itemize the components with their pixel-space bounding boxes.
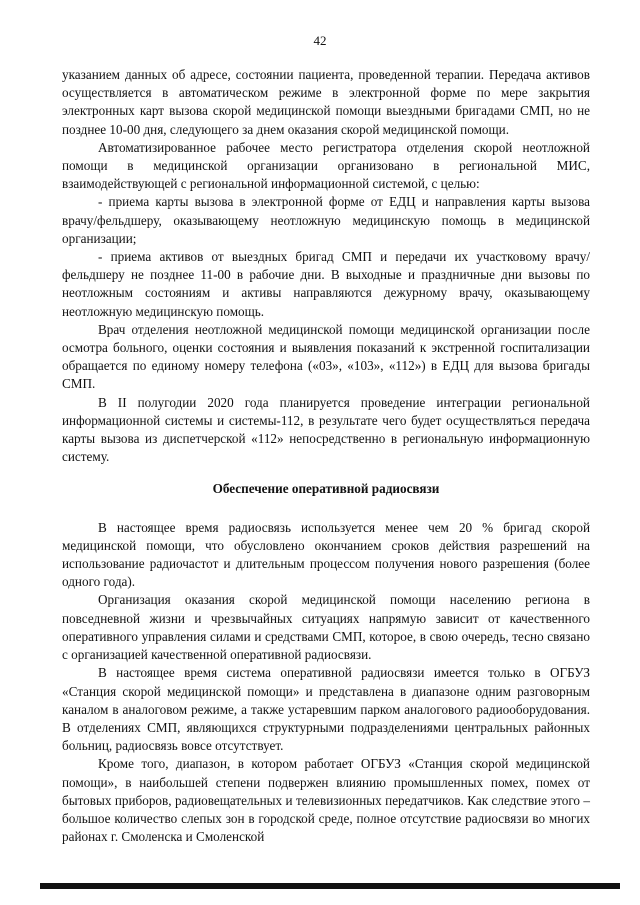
- paragraph-radio-current-system: В настоящее время система оперативной радиосвязи имеется только в ОГБУЗ «Станция скорой медицинской помощи» и представлена в диапазоне одним разговорным каналом в аналоговом режиме, а также устаревшим парком аналогового радиооборудования. В отделениях СМП, являющихся структурными подразделениями центральных районных больниц, радиосвязь вовсе отсутствует.: [62, 665, 590, 754]
- paragraph-radio-usage: В настоящее время радиосвязь используется менее чем 20 % бригад скорой медицинской помощи, что обусловлено окончанием сроков действия разрешений на использование радиочастот и длительным процессом получения нового разрешения (более одного года).: [62, 519, 590, 590]
- paragraph-transfer-of-actives: указанием данных об адресе, состоянии пациента, проведенной терапии. Передача активов осуществляется в автоматическом режиме в электронной форме по мере закрытия электронных карт вызова скорой медицинской помощи выездными бригадами СМП, но не позднее 10-00 дня, следующего за днем оказания скорой медицинской помощи.: [62, 67, 590, 137]
- section-heading-radio: Обеспечение оперативной радиосвязи: [212, 481, 440, 497]
- document-body: [62, 66, 590, 846]
- list-item-receive-actives: - приема активов от выездных бригад СМП и передачи их участковому врачу/фельдшеру не позднее 11-00 в рабочие дни. В выходные и праздничные дни вызовы по неотложным состояниям и активы направляются дежурному врачу, оказывающему неотложную медицинскую помощь.: [62, 249, 590, 319]
- list-item-receive-call-card: - приема карты вызова в электронной форме от ЕДЦ и направления карты вызова врачу/фельдшеру, оказывающему неотложную медицинскую помощь в медицинской организации;: [62, 194, 590, 246]
- paragraph-doctor-procedure: Врач отделения неотложной медицинской помощи медицинской организации после осмотра больного, оценки состояния и выявления показаний к экстренной госпитализации обращается по единому номеру телефона («03», «103», «112») в ЕДЦ для вызова бригады СМП.: [62, 321, 590, 392]
- page-number: 42: [313, 33, 327, 48]
- paragraph-radio-organization: Организация оказания скорой медицинской помощи населению региона в повседневной жизни и чрезвычайных ситуациях напрямую зависит от качественного оперативного управления силами и средствами СМП, которое, в свою очередь, тесно связано с организацией качественной оперативной радиосвязи.: [62, 592, 590, 663]
- paragraph-integration-plan: В II полугодии 2020 года планируется проведение интеграции региональной информационной системы и системы-112, в результате чего будет осуществляться передача карты вызова из диспетчерской «112» непосредственно в региональную информационную систему.: [62, 394, 590, 465]
- bottom-scan-bar: [40, 883, 620, 889]
- paragraph-radio-interference: Кроме того, диапазон, в котором работает ОГБУЗ «Станция скорой медицинской помощи», в наибольшей степени подвержен влиянию промышленных помех, помех от бытовых приборов, радиовещательных и телевизионных передатчиков. Как следствие этого – большое количество слепых зон в городской среде, полное отсутствие радиосвязи во многих районах г. Смоленска и Смоленской: [62, 756, 590, 845]
- paragraph-workstation-purpose: Автоматизированное рабочее место регистратора отделения скорой неотложной помощи в медицинской организации организовано в региональной МИС, взаимодействующей с региональной информационной системой, с целью:: [62, 139, 590, 192]
